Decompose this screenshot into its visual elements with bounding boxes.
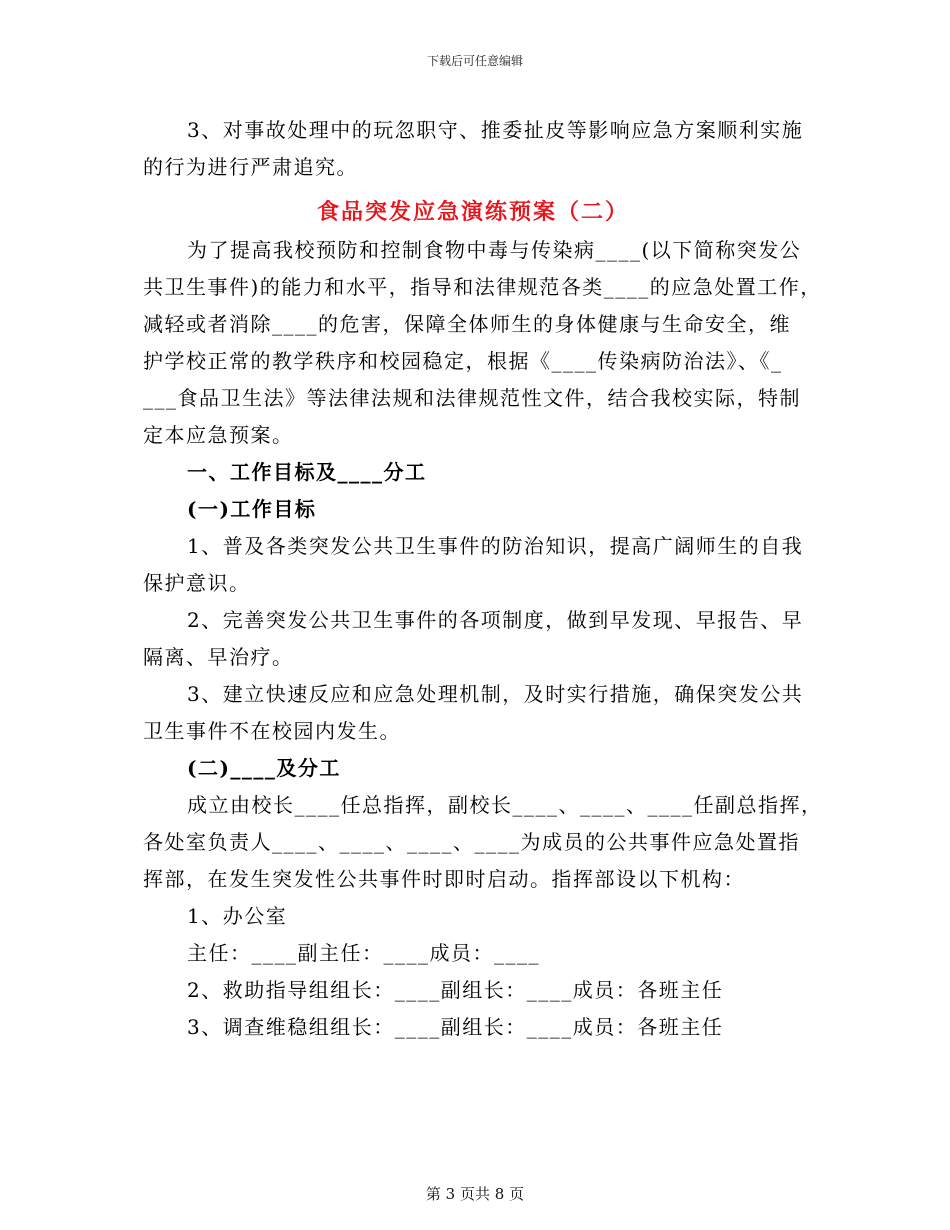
text-line: 成立由校长____任总指挥，副校长____、____、____任副总指挥， bbox=[187, 793, 823, 817]
text-line: 为了提高我校预防和控制食物中毒与传染病____(以下简称突发公 bbox=[187, 238, 802, 262]
text-line: 保护意识。 bbox=[143, 571, 251, 595]
text-line: 定本应急预案。 bbox=[143, 423, 294, 447]
page-header: 下载后可任意编辑 bbox=[426, 54, 523, 68]
text-line: 2、救助指导组组长：____副组长：____成员：各班主任 bbox=[187, 978, 724, 1002]
text-line: 各处室负责人____、____、____、____为成员的公共事件应急处置指 bbox=[143, 830, 800, 854]
section-title: 食品突发应急演练预案（二） bbox=[316, 199, 629, 225]
text-line: 隔离、早治疗。 bbox=[143, 645, 294, 669]
text-line: 护学校正常的教学秩序和校园稳定，根据《____传染病防治法》、《_ bbox=[143, 349, 783, 373]
text-line: 的行为进行严肃追究。 bbox=[143, 155, 358, 179]
text-line: 3、建立快速反应和应急处理机制，及时实行措施，确保突发公共 bbox=[187, 682, 804, 706]
subheading-work-goals: (一)工作目标 bbox=[187, 497, 317, 521]
text-line: 1、普及各类突发公共卫生事件的防治知识，提高广阔师生的自我 bbox=[187, 534, 804, 558]
document-body bbox=[143, 112, 823, 1046]
subheading-organization: (二)____及分工 bbox=[187, 756, 341, 780]
text-line: 挥部，在发生突发性公共事件时即时启动。指挥部设以下机构： bbox=[143, 867, 745, 891]
text-line: 3、调查维稳组组长：____副组长：____成员：各班主任 bbox=[187, 1015, 724, 1039]
text-line: 主任：____副主任：____成员：____ bbox=[187, 941, 540, 965]
page-footer: 第 3 页共 8 页 bbox=[425, 1185, 525, 1203]
text-line: ___食品卫生法》等法律法规和法律规范性文件，结合我校实际，特制 bbox=[143, 386, 801, 410]
text-line: 卫生事件不在校园内发生。 bbox=[143, 719, 401, 743]
text-line: 减轻或者消除____的危害，保障全体师生的身体健康与生命安全，维 bbox=[143, 312, 791, 336]
text-line: 2、完善突发公共卫生事件的各项制度，做到早发现、早报告、早 bbox=[187, 608, 804, 632]
heading-goals-and-division: 一、工作目标及____分工 bbox=[187, 460, 427, 484]
text-line: 1、办公室 bbox=[187, 904, 288, 928]
text-line: 3、对事故处理中的玩忽职守、推委扯皮等影响应急方案顺利实施 bbox=[187, 118, 804, 142]
text-line: 共卫生事件)的能力和水平，指导和法律规范各类____的应急处置工作， bbox=[143, 275, 822, 299]
